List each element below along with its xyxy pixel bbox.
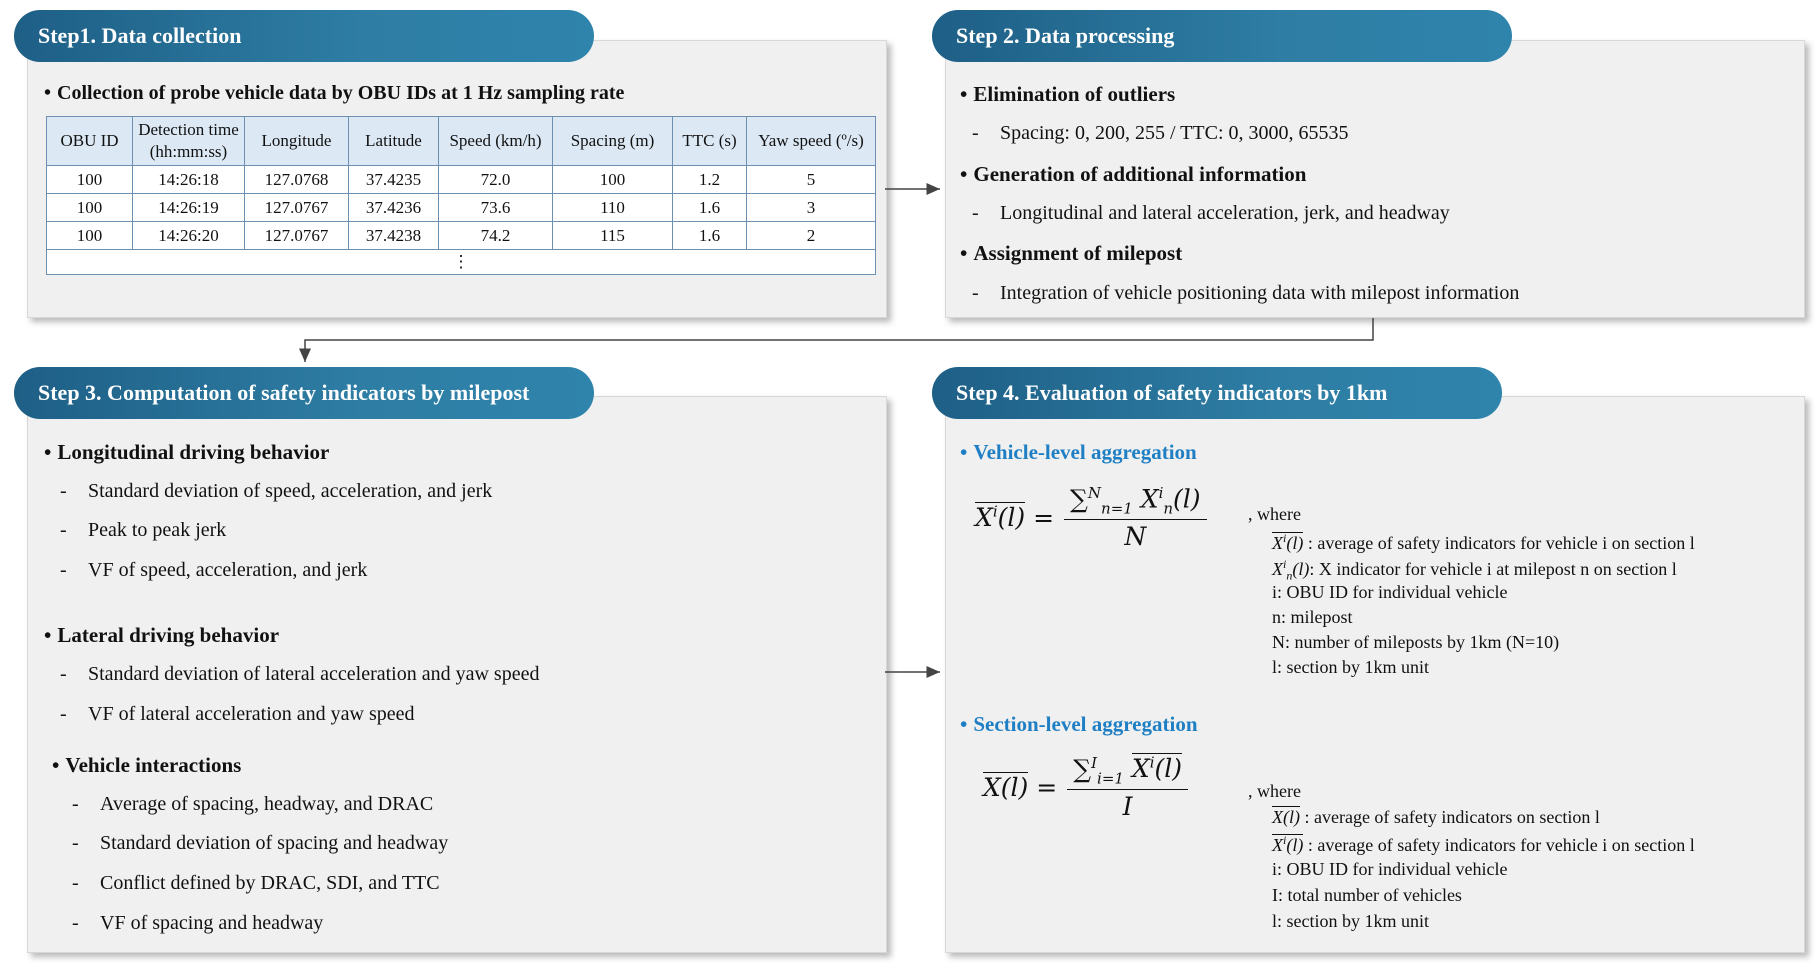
step2-additional-item: - Longitudinal and lateral acceleration, jerk, and headway <box>972 202 1450 224</box>
table-cell: 37.4238 <box>349 222 439 250</box>
table-cell: 100 <box>47 166 133 194</box>
table-header: Speed (km/h) <box>439 117 553 166</box>
table-cell: 110 <box>553 194 673 222</box>
table-cell: 72.0 <box>439 166 553 194</box>
table-cell: 1.6 <box>673 194 747 222</box>
table-cell: 74.2 <box>439 222 553 250</box>
section-def: $X^i(l)$ : average of safety indicators for vehicle i on section l <box>1272 833 1695 855</box>
table-header: Yaw speed (º/s) <box>747 117 876 166</box>
vehicle-def: n: milepost <box>1272 607 1353 627</box>
table-cell: 5 <box>747 166 876 194</box>
table-cell: 14:26:19 <box>133 194 245 222</box>
table-header: Latitude <box>349 117 439 166</box>
step3-title: Step 3. Computation of safety indicators by milepost <box>38 380 530 405</box>
list-item: - Conflict defined by DRAC, SDI, and TTC <box>72 872 440 894</box>
step1-tab <box>14 10 594 62</box>
list-item: - Standard deviation of lateral acceleration and yaw speed <box>60 663 540 685</box>
step1-title: Step1. Data collection <box>38 23 242 48</box>
table-cell: 1.6 <box>673 222 747 250</box>
table-cell: 37.4235 <box>349 166 439 194</box>
list-item: - VF of lateral acceleration and yaw speed <box>60 703 415 725</box>
vehicle-def: i: OBU ID for individual vehicle <box>1272 582 1508 602</box>
step3-bullet-longitudinal: • Longitudinal driving behavior <box>44 440 329 465</box>
step2-bullet-milepost: • Assignment of milepost <box>960 241 1182 266</box>
table-header: Spacing (m) <box>553 117 673 166</box>
list-item: - Standard deviation of spacing and headway <box>72 832 449 854</box>
section-level-formula: X(l) = $\frac{\sum^I_{i=1} X^i(l)}{I}$ <box>983 754 1188 821</box>
vehicle-def: N: number of mileposts by 1km (N=10) <box>1272 632 1560 652</box>
section-def: i: OBU ID for individual vehicle <box>1272 859 1508 879</box>
step2-title: Step 2. Data processing <box>956 23 1175 48</box>
step3-tab <box>14 367 594 419</box>
list-item: - Average of spacing, headway, and DRAC <box>72 793 434 815</box>
table-cell: 100 <box>47 222 133 250</box>
section-level-heading: • Section-level aggregation <box>960 712 1198 737</box>
section-def: I: total number of vehicles <box>1272 885 1462 905</box>
table-header: Longitude <box>245 117 349 166</box>
list-item: - VF of spacing and headway <box>72 912 324 934</box>
table-header: OBU ID <box>47 117 133 166</box>
table-cell: 14:26:18 <box>133 166 245 194</box>
step4-title: Step 4. Evaluation of safety indicators by 1km <box>956 380 1388 405</box>
list-item: - Standard deviation of speed, acceleration, and jerk <box>60 480 493 502</box>
vehicle-def: $X^i_n(l)$: X indicator for vehicle i at milepost n on section l <box>1272 557 1677 583</box>
vehicle-level-heading: • Vehicle-level aggregation <box>960 440 1197 465</box>
table-cell: 127.0767 <box>245 194 349 222</box>
arrow-step2-to-step3 <box>305 318 1373 362</box>
table-cell: 127.0768 <box>245 166 349 194</box>
table-cell: 37.4236 <box>349 194 439 222</box>
step4-tab <box>932 367 1502 419</box>
table-header: Detection time (hh:mm:ss) <box>133 117 245 166</box>
step2-tab <box>932 10 1512 62</box>
step2-outliers-item: - Spacing: 0, 200, 255 / TTC: 0, 3000, 65535 <box>972 122 1349 144</box>
vehicle-where-label: , where <box>1248 504 1301 524</box>
list-item: - VF of speed, acceleration, and jerk <box>60 559 368 581</box>
step3-bullet-interactions: • Vehicle interactions <box>52 753 241 778</box>
step1-bullet: • Collection of probe vehicle data by OBU IDs at 1 Hz sampling rate <box>44 82 624 105</box>
table-cell: 100 <box>553 166 673 194</box>
step2-bullet-outliers: • Elimination of outliers <box>960 82 1175 107</box>
section-def: X(l) : average of safety indicators on section l <box>1272 807 1600 827</box>
table-cell: 3 <box>747 194 876 222</box>
table-cell: 1.2 <box>673 166 747 194</box>
table-ellipsis: ⋮ <box>47 250 876 275</box>
vehicle-def: l: section by 1km unit <box>1272 657 1429 677</box>
table-cell: 127.0767 <box>245 222 349 250</box>
section-where-label: , where <box>1248 781 1301 801</box>
table-cell: 2 <box>747 222 876 250</box>
step2-bullet-additional: • Generation of additional information <box>960 162 1306 187</box>
table-cell: 115 <box>553 222 673 250</box>
section-def: l: section by 1km unit <box>1272 911 1429 931</box>
vehicle-level-formula: $X^i(l)$ = $\frac{\sum^N_{n=1} X^i_n(l)}{N}$ <box>975 484 1207 551</box>
vehicle-def: $X^i(l)$ : average of safety indicators for vehicle i on section l <box>1272 531 1695 553</box>
table-cell: 100 <box>47 194 133 222</box>
table-header: TTC (s) <box>673 117 747 166</box>
step2-milepost-item: - Integration of vehicle positioning data with milepost information <box>972 282 1520 304</box>
list-item: - Peak to peak jerk <box>60 519 227 541</box>
step3-bullet-lateral: • Lateral driving behavior <box>44 623 279 648</box>
table-cell: 14:26:20 <box>133 222 245 250</box>
table-cell: 73.6 <box>439 194 553 222</box>
